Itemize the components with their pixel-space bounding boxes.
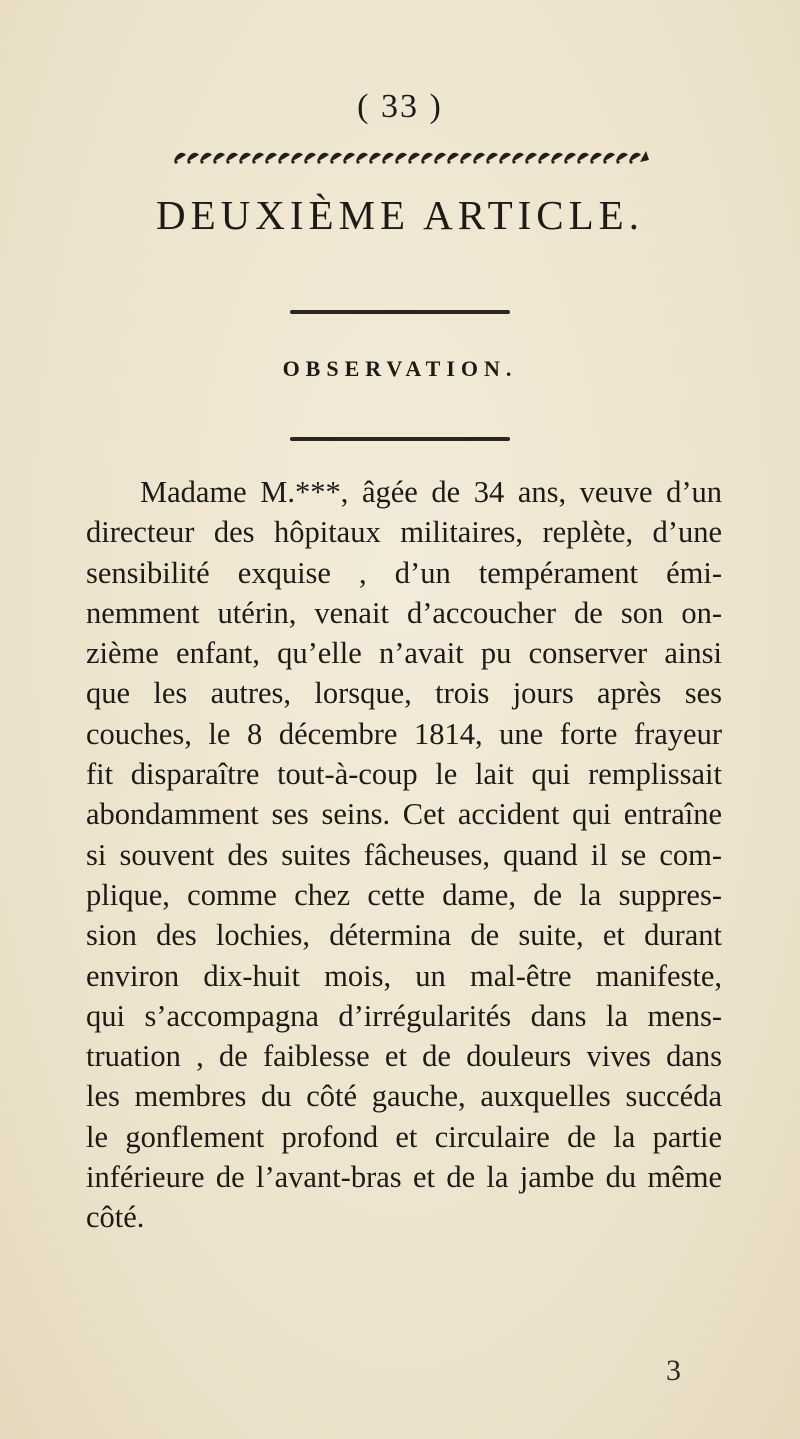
page-number: ( 33 ) <box>357 88 443 125</box>
fleuron-icon <box>330 153 342 164</box>
text-line: nemment utérin, venait d’accoucher de son on- <box>86 595 722 630</box>
text-line: Madame M.***, âgée de 34 ans, veuve d’un <box>140 475 722 509</box>
fleuron-band-icon <box>170 148 650 168</box>
body-paragraph <box>86 472 722 1238</box>
text-line: environ dix-huit mois, un mal-être manifeste, <box>86 958 722 993</box>
text-line: couches, le 8 décembre 1814, une forte frayeur <box>86 716 722 751</box>
text-line: qui s’accompagna d’irrégularités dans la mens- <box>86 998 722 1033</box>
text-line: que les autres, lorsque, trois jours après ses <box>86 676 722 711</box>
fleuron-icon <box>174 153 186 164</box>
text-line: plique, comme chez cette dame, de la suppres- <box>86 877 722 912</box>
fleuron-icon <box>408 153 420 164</box>
fleuron-icon <box>460 153 472 164</box>
fleuron-ornament <box>170 148 650 168</box>
text-line: zième enfant, qu’elle n’avait pu conserver ainsi <box>86 636 722 671</box>
fleuron-icon <box>343 153 355 164</box>
fleuron-icon <box>525 153 537 164</box>
text-line: le gonflement profond et circulaire de la partie <box>86 1119 722 1154</box>
fleuron-icon <box>577 153 589 164</box>
text-line: sensibilité exquise , d’un tempérament émi- <box>86 555 722 590</box>
text-line: sion des lochies, détermina de suite, et durant <box>86 918 722 953</box>
fleuron-icon <box>616 153 628 164</box>
text-line: fit disparaître tout-à-coup le lait qui remplissait <box>86 757 722 792</box>
text-line: directeur des hôpitaux militaires, replète, d’une <box>86 515 722 550</box>
fleuron-icon <box>265 153 277 164</box>
fleuron-icon <box>200 153 212 164</box>
fleuron-icon <box>564 153 576 164</box>
fleuron-icon <box>473 153 485 164</box>
fleuron-icon <box>486 153 498 164</box>
fleuron-end-icon <box>640 151 649 162</box>
fleuron-icon <box>629 153 641 164</box>
subtitle-rule <box>290 437 510 441</box>
fleuron-icon <box>590 153 602 164</box>
fleuron-icon <box>252 153 264 164</box>
fleuron-icon <box>447 153 459 164</box>
fleuron-icon <box>382 153 394 164</box>
fleuron-icon <box>551 153 563 164</box>
fleuron-icon <box>356 153 368 164</box>
text-line: truation , de faiblesse et de douleurs vives dans <box>86 1039 722 1074</box>
fleuron-icon <box>512 153 524 164</box>
fleuron-icon <box>239 153 251 164</box>
fleuron-icon <box>226 153 238 164</box>
fleuron-icon <box>187 153 199 164</box>
text-line: les membres du côté gauche, auxquelles succéda <box>86 1079 722 1114</box>
signature-mark: 3 <box>666 1354 681 1387</box>
fleuron-icon <box>369 153 381 164</box>
fleuron-icon <box>395 153 407 164</box>
article-title: DEUXIÈME ARTICLE. <box>156 192 644 238</box>
title-rule <box>290 310 510 314</box>
fleuron-icon <box>278 153 290 164</box>
fleuron-icon <box>434 153 446 164</box>
fleuron-icon <box>304 153 316 164</box>
section-subtitle: OBSERVATION. <box>282 356 518 381</box>
text-line: côté. <box>86 1200 145 1235</box>
fleuron-icon <box>421 153 433 164</box>
fleuron-icon <box>213 153 225 164</box>
fleuron-icon <box>538 153 550 164</box>
fleuron-icon <box>603 153 615 164</box>
text-line: abondamment ses seins. Cet accident qui entraîne <box>86 797 722 832</box>
text-line: inférieure de l’avant-bras et de la jambe du même <box>86 1160 722 1195</box>
fleuron-icon <box>291 153 303 164</box>
fleuron-icon <box>499 153 511 164</box>
text-line: si souvent des suites fâcheuses, quand il se com- <box>86 837 722 872</box>
fleuron-icon <box>317 153 329 164</box>
